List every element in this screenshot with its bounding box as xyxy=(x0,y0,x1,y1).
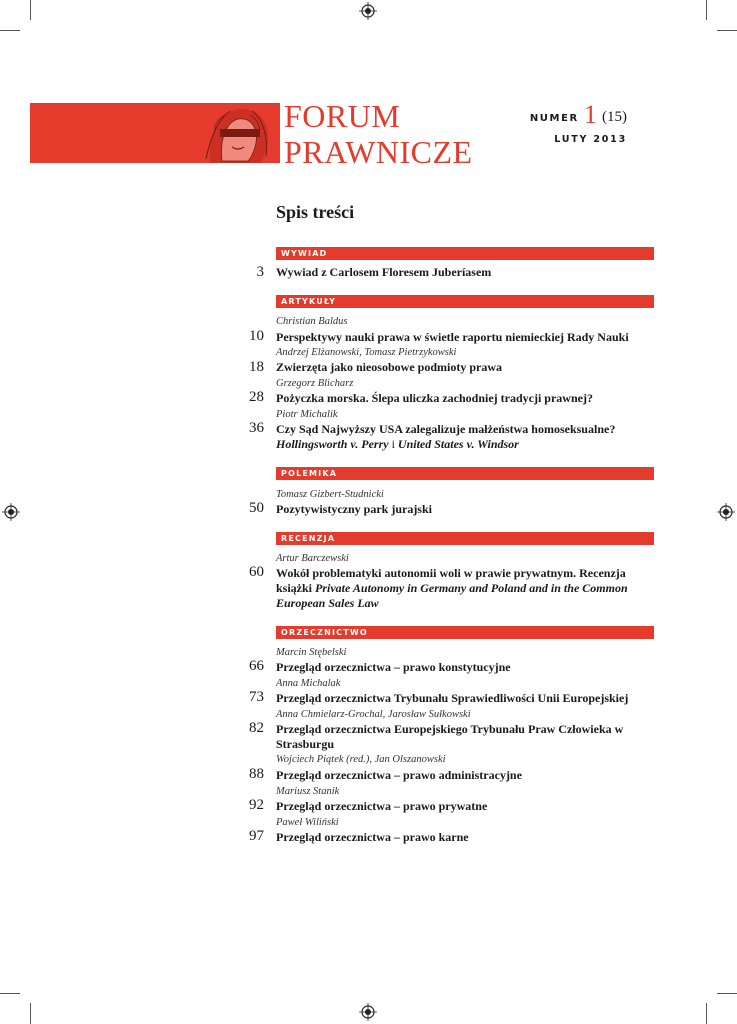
entry-author: Wojciech Piątek (red.), Jan Olszanowski xyxy=(276,754,446,765)
entry-title[interactable] xyxy=(276,422,661,452)
entry-author: Grzegorz Blicharz xyxy=(276,378,354,389)
entry-title[interactable]: Przegląd orzecznictwa – prawo administracyjne xyxy=(276,768,522,782)
entry-author: Andrzej Elżanowski, Tomasz Pietrzykowski xyxy=(276,347,457,358)
entry-page-number: 50 xyxy=(249,500,264,516)
journal-name-line2: PRAWNICZE xyxy=(284,134,473,170)
entry-title[interactable]: Perspektywy nauki prawa w świetle raportu niemieckiej Rady Nauki xyxy=(276,330,629,344)
issue-label: NUMER xyxy=(529,113,579,124)
crop-mark xyxy=(706,0,707,20)
entry-page-number: 97 xyxy=(249,828,264,844)
entry-title-italic: Hollingsworth v. Perry xyxy=(276,437,389,451)
crop-mark xyxy=(706,1003,707,1024)
entry-page-number: 18 xyxy=(249,359,264,375)
registration-mark-icon xyxy=(717,503,735,521)
entry-title[interactable]: Przegląd orzecznictwa Trybunału Sprawiedliwości Unii Europejskiej xyxy=(276,691,629,705)
issue-info xyxy=(530,100,627,145)
entry-title-main: Czy Sąd Najwyższy USA zalegalizuje małżeństwa homoseksualne? xyxy=(276,422,616,436)
entry-page-number: 73 xyxy=(249,689,264,705)
entry-title-main: Wokół problematyki autonomii woli w prawie prywatnym. Recenzja książki xyxy=(276,566,626,595)
entry-title-italic: United States v. Windsor xyxy=(397,437,519,451)
crop-mark xyxy=(30,1003,31,1024)
entry-author: Marcin Stębelski xyxy=(276,647,347,658)
entry-title-conjunction: i xyxy=(391,437,395,451)
crop-mark xyxy=(717,993,737,994)
section-orzecznictwo: ORZECZNICTWO xyxy=(276,626,654,639)
entry-title[interactable]: Przegląd orzecznictwa – prawo prywatne xyxy=(276,799,488,813)
entry-page-number: 3 xyxy=(256,264,264,280)
section-polemika: POLEMIKA xyxy=(276,467,654,480)
entry-author: Mariusz Stanik xyxy=(276,786,340,797)
entry-title-italic: Private Autonomy in Germany and Poland and in the Common European Sales Law xyxy=(276,581,628,610)
entry-author: Piotr Michalik xyxy=(276,409,338,420)
entry-author: Christian Baldus xyxy=(276,316,348,327)
entry-author: Artur Barczewski xyxy=(276,553,349,564)
entry-title[interactable]: Pozytywistyczny park jurajski xyxy=(276,502,432,516)
crop-mark xyxy=(717,30,737,31)
entry-page-number: 92 xyxy=(249,797,264,813)
entry-title[interactable]: Przegląd orzecznictwa – prawo konstytucyjne xyxy=(276,660,511,674)
entry-page-number: 82 xyxy=(249,720,264,736)
issue-number: 1 xyxy=(583,100,597,129)
registration-mark-icon xyxy=(359,2,377,20)
entry-title[interactable]: Pożyczka morska. Ślepa uliczka zachodniej tradycji prawnej? xyxy=(276,391,593,405)
issue-date: LUTY 2013 xyxy=(554,134,627,145)
entry-page-number: 10 xyxy=(249,328,264,344)
entry-title[interactable] xyxy=(276,566,661,611)
entry-title[interactable]: Wywiad z Carlosem Floresem Juberíasem xyxy=(276,265,492,279)
section-recenzja: RECENZJA xyxy=(276,532,654,545)
entry-title[interactable]: Przegląd orzecznictwa Europejskiego Trybunału Praw Człowieka w Strasburgu xyxy=(276,722,624,751)
toc-title: Spis treści xyxy=(276,202,355,222)
blindfolded-justice-icon xyxy=(196,99,280,169)
entry-page-number: 60 xyxy=(249,564,264,580)
section-wywiad: WYWIAD xyxy=(276,247,654,260)
section-artykuly: ARTYKUŁY xyxy=(276,295,654,308)
entry-page-number: 88 xyxy=(249,766,264,782)
entry-author: Paweł Wiliński xyxy=(276,817,339,828)
crop-mark xyxy=(0,30,20,31)
journal-name-line1: FORUM xyxy=(284,98,401,134)
registration-mark-icon xyxy=(2,503,20,521)
entry-author: Anna Michalak xyxy=(276,678,341,689)
entry-page-number: 36 xyxy=(249,420,264,436)
entry-author: Tomasz Gizbert-Studnicki xyxy=(276,489,384,500)
entry-author: Anna Chmielarz-Grochal, Jarosław Sułkowski xyxy=(276,709,471,720)
registration-mark-icon xyxy=(359,1003,377,1021)
entry-title[interactable]: Przegląd orzecznictwa – prawo karne xyxy=(276,830,469,844)
entry-title[interactable]: Zwierzęta jako nieosobowe podmioty prawa xyxy=(276,360,502,374)
entry-page-number: 28 xyxy=(249,389,264,405)
entry-page-number: 66 xyxy=(249,658,264,674)
crop-mark xyxy=(30,0,31,20)
crop-mark xyxy=(0,993,20,994)
issue-volume: (15) xyxy=(602,109,627,125)
